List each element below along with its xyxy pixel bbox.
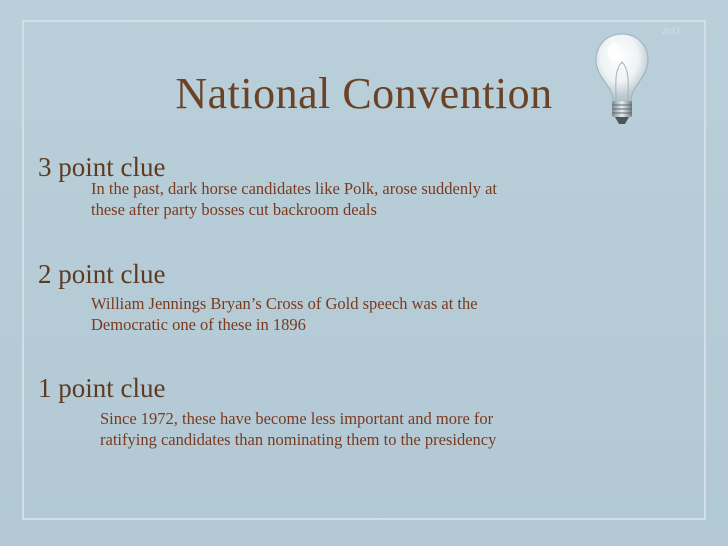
slide-title: National Convention: [175, 69, 553, 118]
clue-text: [91, 293, 478, 335]
clue-line: Since 1972, these have become less important and more for: [100, 409, 494, 428]
clue-heading: 3 point clue: [38, 152, 166, 182]
clue-line: these after party bosses cut backroom deals: [91, 200, 377, 219]
clue-heading: 1 point clue: [38, 373, 166, 403]
clue-text: [100, 408, 496, 450]
lightbulb-icon: [592, 30, 652, 130]
clue-line: William Jennings Bryan’s Cross of Gold speech was at the: [91, 294, 478, 313]
clue-heading: 2 point clue: [38, 259, 166, 289]
corner-label: 2013: [662, 26, 680, 36]
clue-line: In the past, dark horse candidates like Polk, arose suddenly at: [91, 179, 497, 198]
clue-text: [91, 178, 497, 220]
clue-line: ratifying candidates than nominating them to the presidency: [100, 430, 497, 449]
clue-line: Democratic one of these in 1896: [91, 315, 306, 334]
